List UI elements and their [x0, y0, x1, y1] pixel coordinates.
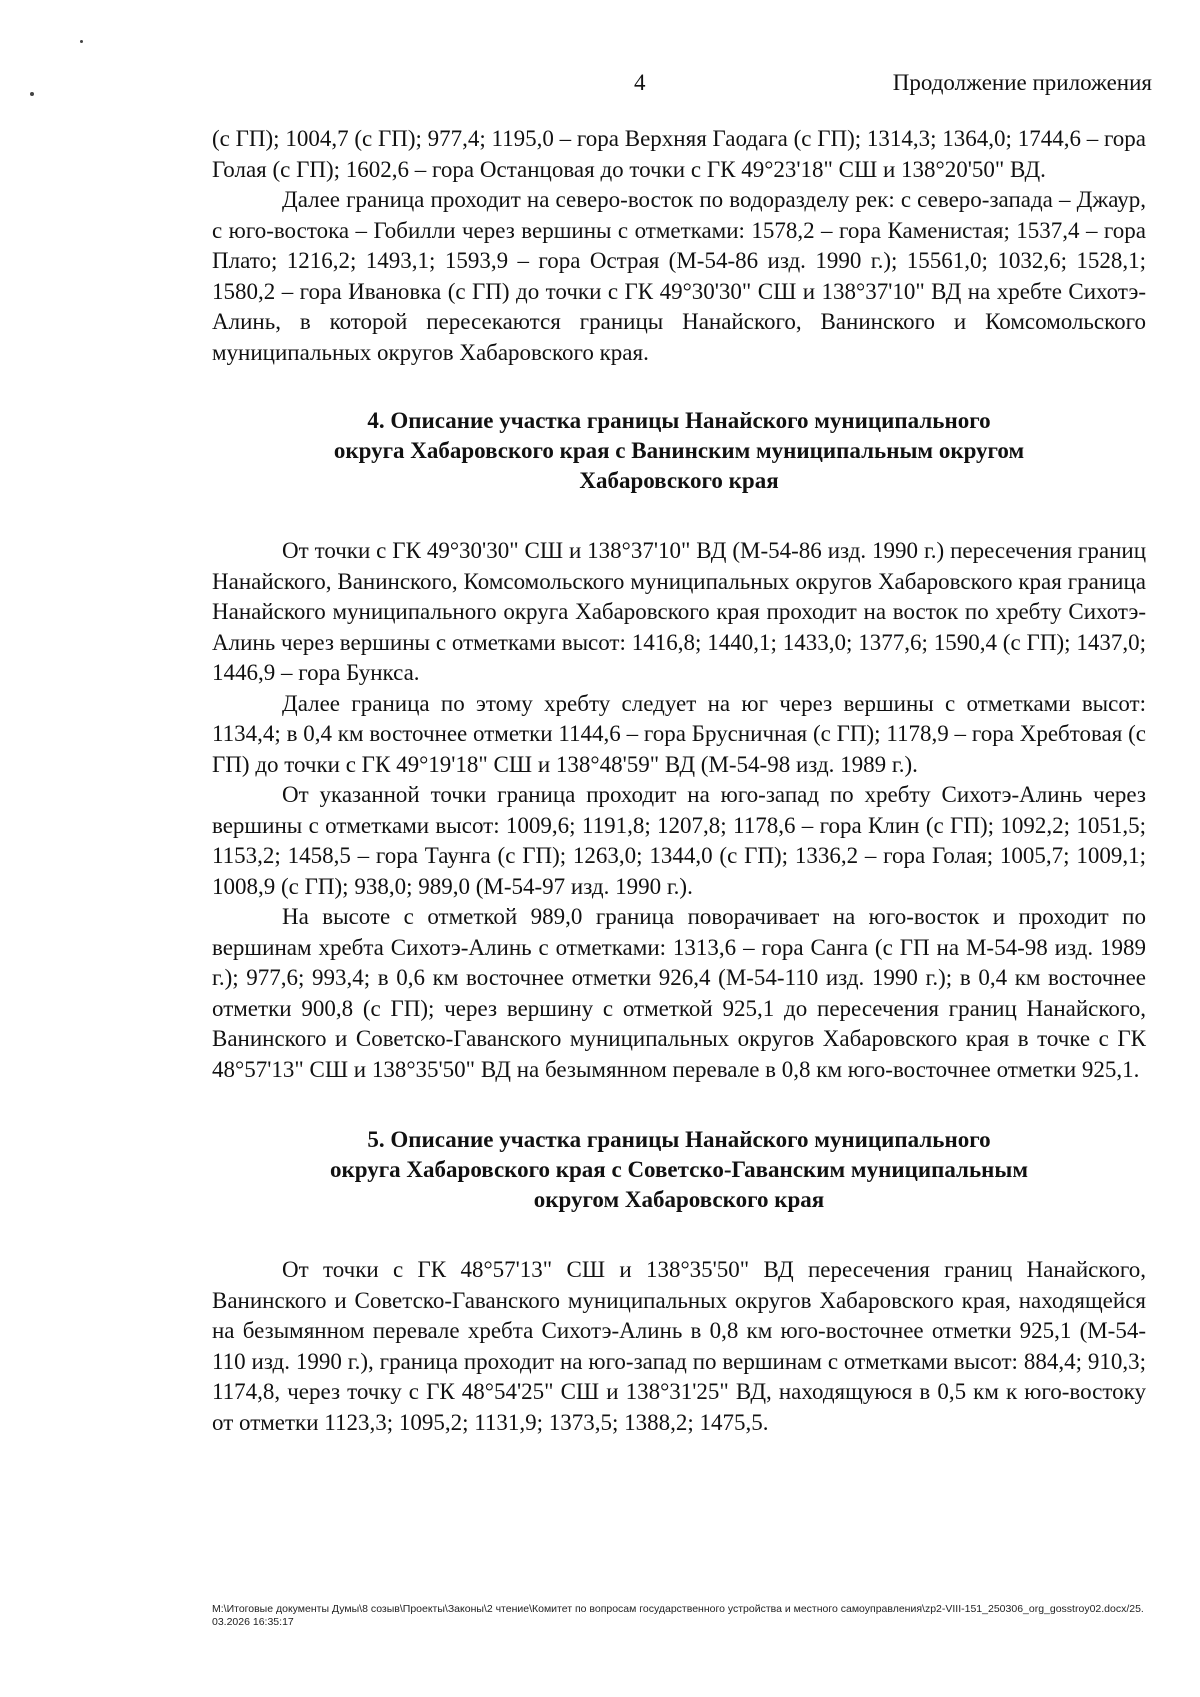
- section-heading-line: округа Хабаровского края с Советско-Гаванским муниципальным: [330, 1157, 1028, 1182]
- section-heading-line: округа Хабаровского края с Ванинским муниципальным округом: [333, 438, 1025, 463]
- paragraph: От точки с ГК 49°30'30" СШ и 138°37'10" ВД (М-54-86 изд. 1990 г.) пересечения границ Нанайского, Ванинского, Комсомольского муниципальных округов Хабаровского края граница Нанайского муниципального округа Хабаровского края проходит на восток по хребту Сихотэ-Алинь через вершины с отметками высот: 1416,8; 1440,1; 1433,0; 1377,6; 1590,4 (с ГП); 1437,0; 1446,9 – гора Бункса.: [212, 538, 1146, 685]
- paragraph: Далее граница по этому хребту следует на юг через вершины с отметками высот: 1134,4; в 0,4 км восточнее отметки 1144,6 – гора Брусничная (с ГП); 1178,9 – гора Хребтовая (с ГП) до точки с ГК 49°19'18" СШ и 138°48'59" ВД (М-54-98 изд. 1989 г.).: [212, 690, 1146, 777]
- page-number: 4: [634, 70, 646, 95]
- section-heading-line: 4. Описание участка границы Нанайского муниципального: [367, 408, 991, 433]
- section-heading-line: округом Хабаровского края: [533, 1187, 825, 1212]
- file-path-footer: M:\Итоговые документы Думы\8 созыв\Проекты\Законы\2 чтение\Комитет по вопросам государственного устройства и местного самоуправления\zp2-VIII-151_250306_org_gosstroy02.docx/25.03.2026 16:35:17: [212, 1603, 1144, 1628]
- scan-speck: [80, 40, 83, 43]
- paragraph: Далее граница проходит на северо-восток по водоразделу рек: с северо-запада – Джаур, с юго-востока – Гобилли через вершины с отметками: 1578,2 – гора Каменистая; 1537,4 – гора Плато; 1216,2; 1493,1; 1593,9 – гора Острая (М-54-86 изд. 1990 г.); 15561,0; 1032,6; 1528,1; 1580,2 – гора Ивановка (с ГП) до точки с ГК 49°30'30" СШ и 138°37'10" ВД на хребте Сихотэ-Алинь, в которой пересекаются границы Нанайского, Ванинского и Комсомольского муниципальных округов Хабаровского края.: [212, 187, 1146, 365]
- paragraph: (с ГП); 1004,7 (с ГП); 977,4; 1195,0 – гора Верхняя Гаодага (с ГП); 1314,3; 1364,0; 1744,6 – гора Голая (с ГП); 1602,6 – гора Останцовая до точки с ГК 49°23'18" СШ и 138°20'50" ВД.: [212, 126, 1147, 182]
- paragraph: От указанной точки граница проходит на юго-запад по хребту Сихотэ-Алинь через вершины с отметками высот: 1009,6; 1191,8; 1207,8; 1178,6 – гора Клин (с ГП); 1092,2; 1051,5; 1153,2; 1458,5 – гора Таунга (с ГП); 1263,0; 1344,0 (с ГП); 1336,2 – гора Голая; 1005,7; 1009,1; 1008,9 (с ГП); 938,0; 989,0 (М-54-97 изд. 1990 г.).: [212, 782, 1146, 899]
- section-5-heading: [212, 1125, 1146, 1215]
- section-heading-line: 5. Описание участка границы Нанайского муниципального: [367, 1127, 991, 1152]
- paragraph: От точки с ГК 48°57'13" СШ и 138°35'50" ВД пересечения границ Нанайского, Ванинского и Советско-Гаванского муниципальных округов Хабаровского края, находящейся на безымянном перевале хребта Сихотэ-Алинь в 0,8 км юго-восточнее отметки 925,1 (М-54-110 изд. 1990 г.), граница проходит на юго-запад по вершинам с отметками высот: 884,4; 910,3; 1174,8, через точку с ГК 48°54'25" СШ и 138°31'25" ВД, находящуюся в 0,5 км к юго-востоку от отметки 1123,3; 1095,2; 1131,9; 1373,5; 1388,2; 1475,5.: [212, 1257, 1146, 1435]
- scan-speck: [30, 92, 34, 96]
- continuation-header: Продолжение приложения: [892, 70, 1152, 95]
- section-4-heading: [212, 406, 1146, 496]
- document-body: [212, 124, 1146, 1438]
- section-heading-line: Хабаровского края: [579, 468, 779, 493]
- paragraph: На высоте с отметкой 989,0 граница поворачивает на юго-восток и проходит по вершинам хребта Сихотэ-Алинь с отметками: 1313,6 – гора Санга (с ГП на М-54-98 изд. 1989 г.); 977,6; 993,4; в 0,6 км восточнее отметки 926,4 (М-54-110 изд. 1990 г.); в 0,4 км восточнее отметки 900,8 (с ГП); через вершину с отметкой 925,1 до пересечения границ Нанайского, Ванинского и Советско-Гаванского муниципальных округов Хабаровского края в точке с ГК 48°57'13" СШ и 138°35'50" ВД на безымянном перевале в 0,8 км юго-восточнее отметки 925,1.: [212, 904, 1146, 1082]
